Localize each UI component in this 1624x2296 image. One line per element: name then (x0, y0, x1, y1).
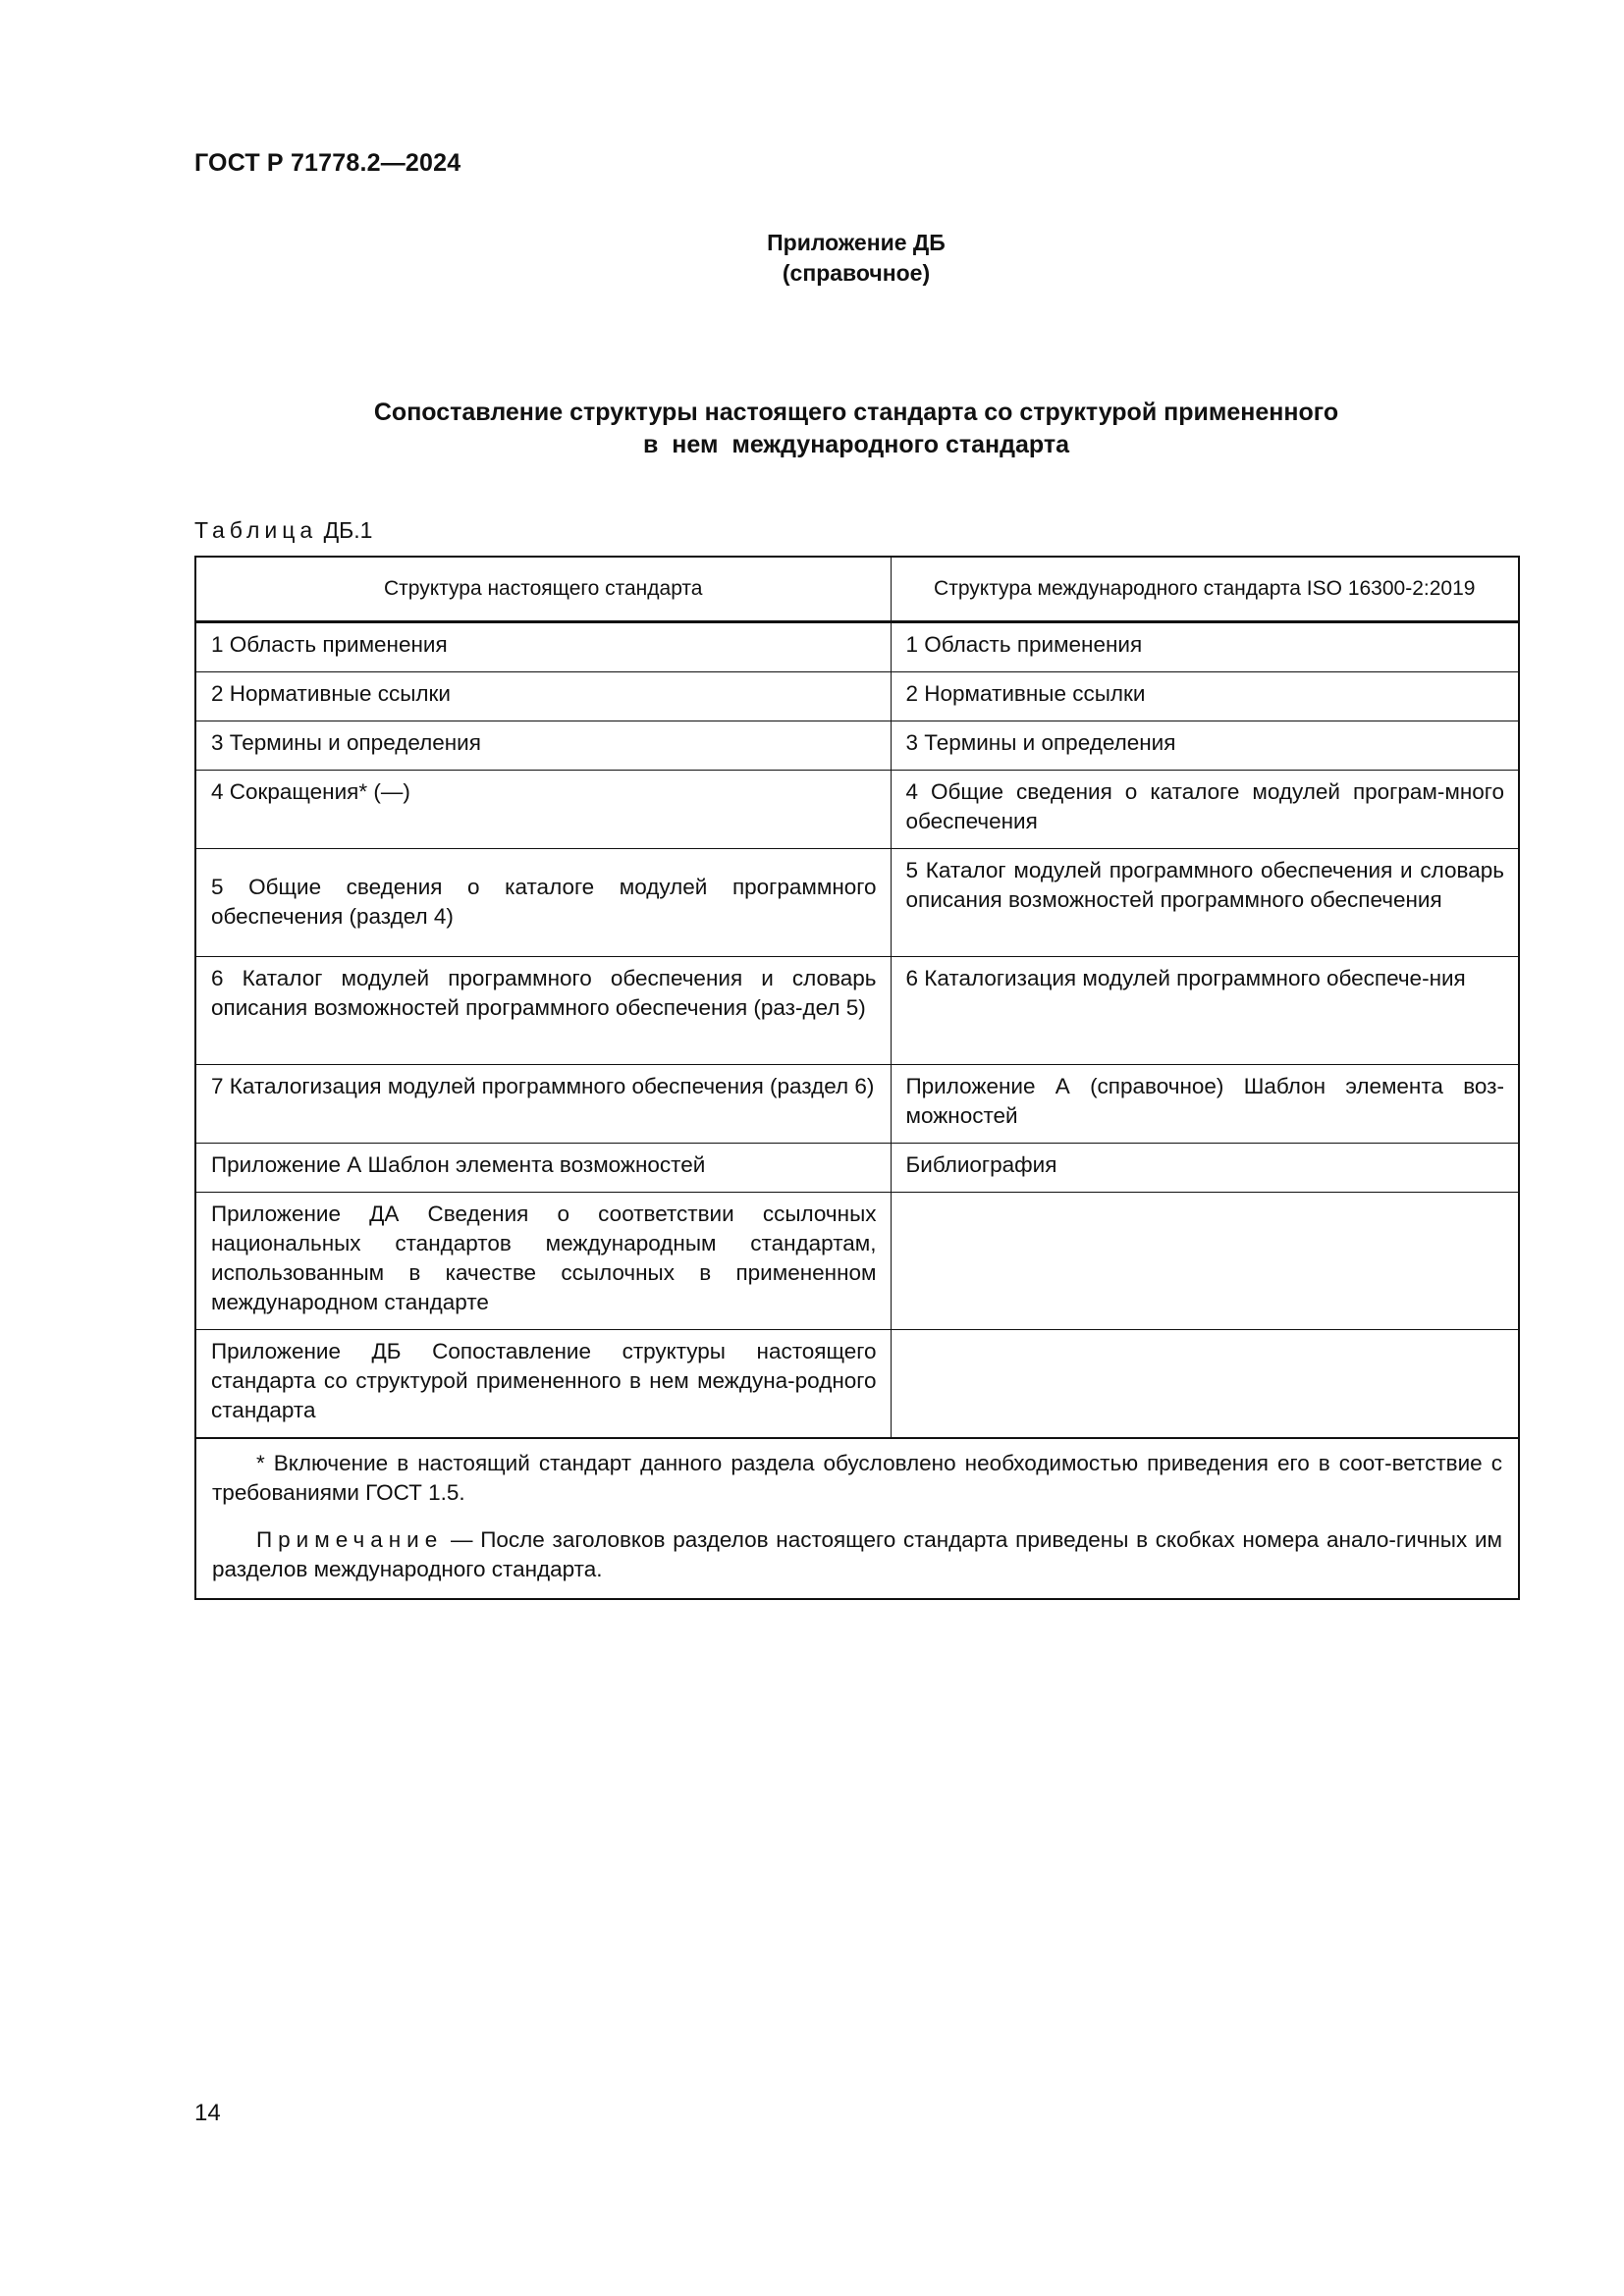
table-cell-national: 2 Нормативные ссылки (195, 672, 891, 721)
column-header-national: Структура настоящего стандарта (195, 557, 891, 622)
appendix-title: Приложение ДБ (767, 230, 946, 255)
table-cell-national: 3 Термины и определения (195, 721, 891, 771)
table-header-row (195, 557, 1519, 622)
table-cell-international: 6 Каталогизация модулей программного обеспече-ния (891, 957, 1519, 1065)
table-cell-national: Приложение ДБ Сопоставление структуры настоящего стандарта со структурой примененного в нем междуна-родного стандарта (195, 1330, 891, 1439)
column-header-international: Структура международного стандарта ISO 16300-2:2019 (891, 557, 1519, 622)
appendix-heading (194, 228, 1518, 289)
table-cell-international: Библиография (891, 1144, 1519, 1193)
table-row (195, 622, 1519, 672)
document-code: ГОСТ Р 71778.2—2024 (194, 149, 461, 177)
table-cell-international: 4 Общие сведения о каталоге модулей програм-много обеспечения (891, 771, 1519, 849)
table-row (195, 1144, 1519, 1193)
appendix-type: (справочное) (782, 260, 931, 286)
table-cell-international: Приложение А (справочное) Шаблон элемента воз-можностей (891, 1065, 1519, 1144)
section-title-line-1: Сопоставление структуры настоящего стандарта со структурой примененного (373, 399, 1339, 426)
table-cell-international: 1 Область применения (891, 622, 1519, 672)
page-number: 14 (194, 2100, 221, 2126)
table-cell-national: 7 Каталогизация модулей программного обеспечения (раздел 6) (195, 1065, 891, 1144)
table-cell-national: 4 Сокращения* (—) (195, 771, 891, 849)
table-note-label: Примечание (256, 1527, 444, 1552)
table-cell-international: 2 Нормативные ссылки (891, 672, 1519, 721)
table-footnote-cell (195, 1438, 1519, 1599)
section-title (194, 397, 1518, 461)
table-cell-national: 5 Общие сведения о каталоге модулей программного обеспечения (раздел 4) (195, 849, 891, 957)
table-row (195, 771, 1519, 849)
table-caption (194, 517, 372, 544)
table-cell-national: Приложение ДА Сведения о соответствии ссылочных национальных стандартов международным стандартам, использованным в качестве ссылочных в примененном международном стандарте (195, 1193, 891, 1330)
table-row (195, 1330, 1519, 1439)
comparison-table (194, 556, 1520, 1600)
table-caption-number: ДБ.1 (323, 517, 373, 543)
table-cell-international: 5 Каталог модулей программного обеспечения и словарь описания возможностей программного обеспечения (891, 849, 1519, 957)
section-title-line-2: в нем международного стандарта (643, 431, 1069, 458)
table-row (195, 849, 1519, 957)
table-cell-international: 3 Термины и определения (891, 721, 1519, 771)
table-caption-word: Таблица (194, 517, 318, 543)
table-row (195, 1065, 1519, 1144)
structure-comparison-table (194, 556, 1518, 1600)
table-row (195, 957, 1519, 1065)
table-footnote: * Включение в настоящий стандарт данного раздела обусловлено необходимостью приведения его в соот-ветствие с требованиями ГОСТ 1.5. (212, 1451, 1502, 1505)
table-note (212, 1525, 1502, 1584)
table-row (195, 721, 1519, 771)
table-note-text: — После заголовков разделов настоящего стандарта приведены в скобках номера анало-гичных им разделов международного стандарта. (212, 1527, 1502, 1581)
table-cell-national: 1 Область применения (195, 622, 891, 672)
table-cell-national: Приложение А Шаблон элемента возможностей (195, 1144, 891, 1193)
table-row (195, 1193, 1519, 1330)
table-cell-international (891, 1330, 1519, 1439)
table-cell-international (891, 1193, 1519, 1330)
table-footnote-row (195, 1438, 1519, 1599)
table-cell-national: 6 Каталог модулей программного обеспечения и словарь описания возможностей программного обеспечения (раз-дел 5) (195, 957, 891, 1065)
table-row (195, 672, 1519, 721)
